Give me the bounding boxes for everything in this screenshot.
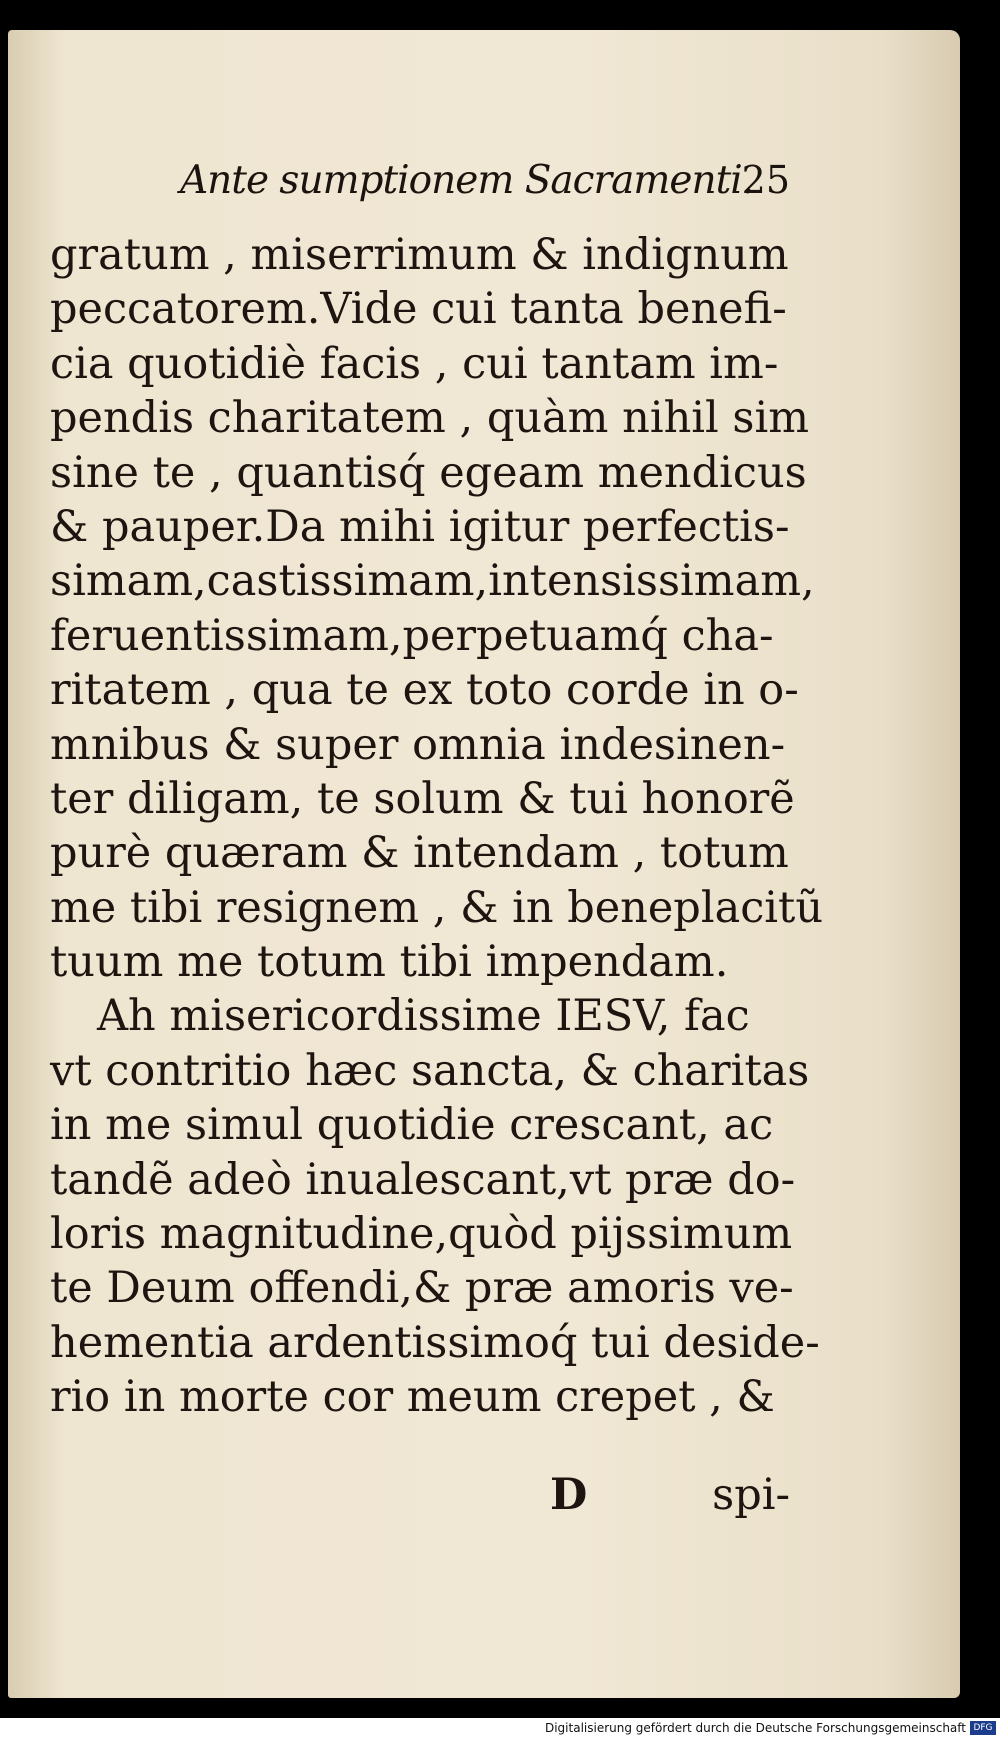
text-line: cia quotidiè facis , cui tantam im- bbox=[50, 338, 779, 389]
text-line: mnibus & super omnia indesinen- bbox=[50, 719, 786, 770]
text-line: purè quæram & intendam , totum bbox=[50, 828, 789, 879]
text-line: ritatem , qua te ex toto corde in o- bbox=[50, 665, 799, 716]
text-line: in me simul quotidie crescant, ac bbox=[50, 1100, 774, 1151]
text-line: tandẽ adeò inualescant,vt præ do- bbox=[50, 1154, 796, 1205]
running-head-title: Ante sumptionem Sacramenti. bbox=[180, 158, 754, 203]
text-line: gratum , miserrimum & indignum bbox=[50, 230, 789, 280]
text-line: loris magnitudine,quòd pijssimum bbox=[50, 1209, 793, 1260]
text-line: pendis charitatem , quàm nihil sim bbox=[50, 393, 810, 444]
digitization-footer bbox=[0, 1718, 1000, 1738]
text-line: sine te , quantisq́ egeam mendicus bbox=[50, 447, 807, 498]
text-line: me tibi resignem , & in beneplacitũ bbox=[50, 882, 824, 933]
signature-line bbox=[50, 1470, 790, 1530]
text-line: feruentissimam,perpetuamq́ cha- bbox=[50, 610, 774, 661]
running-head bbox=[170, 140, 790, 210]
footer-note: Digitalisierung gefördert durch die Deutsche Forschungsgemeinschaft bbox=[544, 1721, 966, 1735]
text-line: vt contritio hæc sancta, & charitas bbox=[50, 1045, 810, 1096]
signature-mark: D bbox=[550, 1470, 588, 1520]
text-line: ter diligam, te solum & tui honorẽ bbox=[50, 773, 795, 824]
dfg-logo: DFG bbox=[970, 1721, 996, 1735]
text-line: simam,castissimam,intensissimam, bbox=[50, 556, 815, 607]
text-line: hementia ardentissimoq́ tui deside- bbox=[50, 1317, 820, 1368]
text-line: te Deum offendi,& præ amoris ve- bbox=[50, 1263, 794, 1314]
catchword: spi- bbox=[712, 1470, 790, 1520]
page-number: 25 bbox=[741, 158, 790, 202]
text-line: peccatorem.Vide cui tanta benefi- bbox=[50, 284, 787, 335]
paragraph-start-line: Ah misericordissime IESV, fac bbox=[97, 991, 750, 1042]
text-block bbox=[50, 228, 824, 1425]
text-line: & pauper.Da mihi igitur perfectis- bbox=[50, 501, 790, 552]
text-line: tuum me totum tibi impendam. bbox=[50, 937, 729, 988]
text-line: rio in morte cor meum crepet , & bbox=[50, 1372, 775, 1423]
